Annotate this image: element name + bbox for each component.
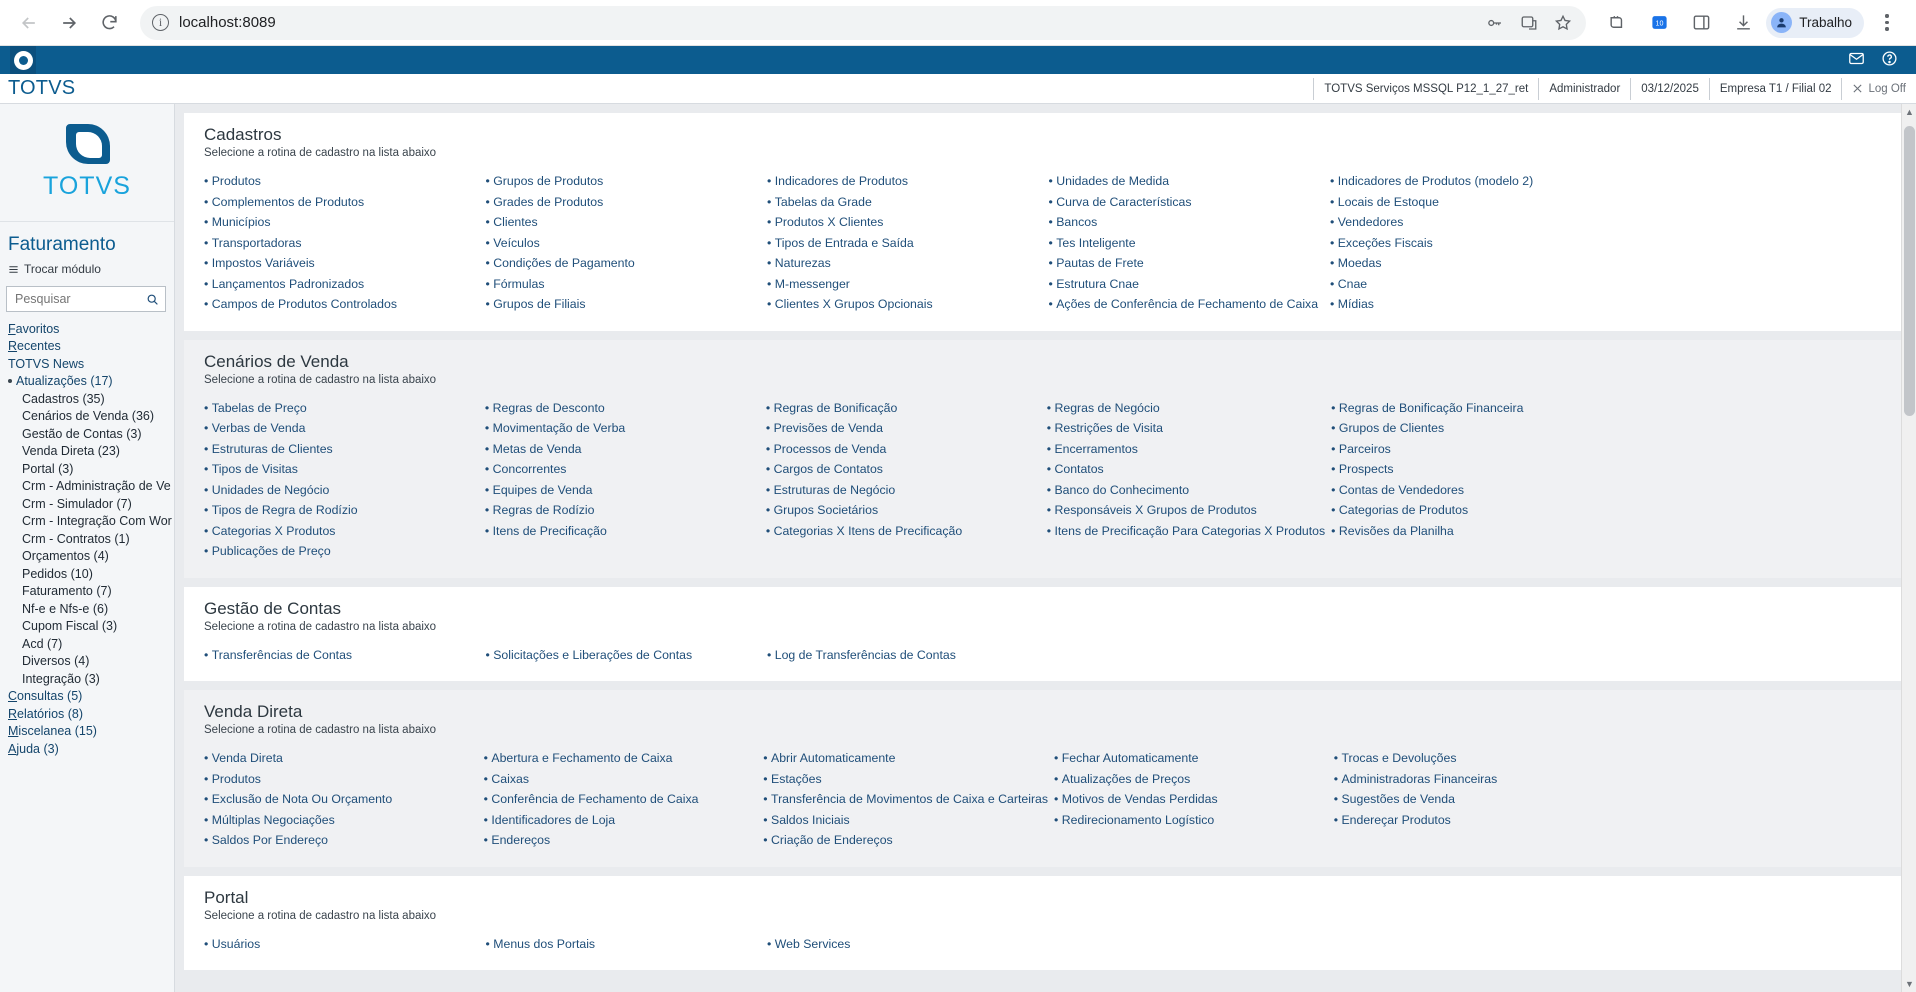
profile-chip[interactable]	[1766, 8, 1864, 38]
routine-link[interactable]: • Responsáveis X Grupos de Produtos	[1047, 500, 1325, 521]
routine-link[interactable]: • Concorrentes	[485, 459, 760, 480]
section-title: Cenários de Venda	[204, 351, 349, 371]
svg-text:10: 10	[1655, 19, 1664, 28]
help-icon[interactable]	[1881, 50, 1898, 71]
routine-link[interactable]: • Produtos X Clientes	[767, 212, 1043, 233]
routine-link[interactable]: • Previsões de Venda	[766, 418, 1041, 439]
routine-link[interactable]: • Redirecionamento Logístico	[1054, 810, 1328, 831]
section-panel	[184, 690, 1907, 867]
routine-link[interactable]: • Tipos de Visitas	[204, 459, 479, 480]
sidebar-item-crm-simulador[interactable]: Crm - Simulador (7)	[22, 496, 132, 511]
sidebar-item-faturamento[interactable]: Faturamento (7)	[22, 584, 112, 598]
routine-link[interactable]: • Endereçar Produtos	[1334, 810, 1608, 831]
section-panel	[184, 876, 1907, 971]
routine-link[interactable]: • Clientes X Grupos Opcionais	[767, 294, 1043, 315]
routine-link[interactable]: • Grupos de Clientes	[1331, 418, 1606, 439]
section-columns	[204, 171, 1887, 315]
section-hint: Selecione a rotina de cadastro na lista abaixo	[204, 724, 437, 736]
section-columns	[204, 645, 1887, 666]
routine-link[interactable]: • Indicadores de Produtos (modelo 2)	[1330, 171, 1606, 192]
routine-link[interactable]: • Cargos de Contatos	[766, 459, 1041, 480]
routine-link[interactable]: • Revisões da Planilha	[1331, 521, 1606, 542]
routine-link[interactable]: • Encerramentos	[1047, 439, 1325, 460]
routine-link[interactable]: • Contatos	[1047, 459, 1325, 480]
routine-link[interactable]: • Clientes	[486, 212, 762, 233]
session-user: Administrador	[1538, 78, 1630, 100]
sidebar-item-consultas[interactable]: Consultas (5)	[8, 689, 83, 703]
routine-column	[204, 748, 478, 851]
routine-column	[1054, 748, 1328, 851]
sidebar-item-portal[interactable]: Portal (3)	[22, 461, 74, 476]
section-panel	[184, 587, 1907, 682]
scroll-down-icon[interactable]: ▼	[1905, 979, 1914, 989]
column-spacer	[1612, 645, 1888, 666]
routine-link[interactable]: • Publicações de Preço	[204, 541, 479, 562]
sidebar-item-orcamentos[interactable]: Orçamentos (4)	[22, 549, 109, 563]
section-hint: Selecione a rotina de cadastro na lista abaixo	[204, 909, 437, 922]
section-columns	[204, 398, 1887, 562]
routine-column	[204, 645, 480, 666]
routine-link[interactable]: • Abrir Automaticamente	[763, 748, 1048, 769]
routine-column	[1334, 748, 1608, 851]
routine-column	[1049, 934, 1325, 955]
profile-label: Trabalho	[1799, 15, 1852, 30]
routine-link[interactable]: • Impostos Variáveis	[204, 253, 480, 274]
expanded-dot-icon	[8, 379, 12, 383]
routine-link[interactable]: • Mídias	[1330, 294, 1606, 315]
sidebar-item-ajuda[interactable]: Ajuda (3)	[8, 741, 59, 756]
routine-link[interactable]: • Produtos	[204, 769, 478, 790]
sidebar-menu	[0, 320, 174, 768]
routine-link[interactable]: • Tabelas de Preço	[204, 398, 479, 419]
scrollbar-thumb[interactable]	[1904, 126, 1915, 416]
routine-link[interactable]: • Categorias X Produtos	[204, 521, 479, 542]
sidebar-item-gestao-de-contas[interactable]: Gestão de Contas (3)	[22, 426, 142, 441]
sidebar-item-relatorios[interactable]: Relatórios (8)	[8, 706, 84, 721]
avatar	[1771, 12, 1792, 33]
brand-title: TOTVS	[8, 77, 76, 99]
split-screen-icon[interactable]	[1684, 6, 1718, 40]
routine-link[interactable]: • Produtos	[204, 171, 480, 192]
routine-link[interactable]: • Saldos Por Endereço	[204, 830, 478, 851]
routine-link[interactable]: • Tipos de Entrada e Saída	[767, 233, 1043, 254]
extensions-icon[interactable]	[1600, 6, 1634, 40]
routine-link[interactable]: • Regras de Desconto	[485, 398, 760, 419]
routine-link[interactable]: • Regras de Bonificação Financeira	[1331, 398, 1606, 419]
routine-link[interactable]: • Banco do Conhecimento	[1047, 480, 1325, 501]
routine-link[interactable]: • Motivos de Vendas Perdidas	[1054, 789, 1328, 810]
routine-link[interactable]: • Transferências de Contas	[204, 645, 480, 666]
routine-link[interactable]: • Locais de Estoque	[1330, 192, 1606, 213]
routine-link[interactable]: • Atualizações de Preços	[1054, 769, 1328, 790]
routine-link[interactable]: • Usuários	[204, 934, 480, 955]
routine-link[interactable]: • Estruturas de Negócio	[766, 480, 1041, 501]
routine-link[interactable]: • Exceções Fiscais	[1330, 233, 1606, 254]
sidebar-item-venda-direta[interactable]: Venda Direta (23)	[22, 444, 120, 458]
routine-link[interactable]: • Estações	[763, 769, 1048, 790]
routine-link[interactable]: • Grupos Societários	[766, 500, 1041, 521]
vertical-scrollbar[interactable]	[1901, 104, 1916, 992]
section-title: Portal	[204, 887, 249, 907]
sidebar-item-crm-administracao[interactable]: Crm - Administração de Ve	[22, 479, 171, 493]
star-icon[interactable]	[1552, 12, 1574, 34]
sidebar-search[interactable]	[6, 286, 166, 312]
sidebar-item-integracao[interactable]: Integração (3)	[22, 671, 100, 686]
routine-link[interactable]: • Condições de Pagamento	[486, 253, 762, 274]
sidebar-item-cadastros[interactable]: Cadastros (35)	[22, 391, 105, 406]
routine-link[interactable]: • Municípios	[204, 212, 480, 233]
address-bar[interactable]	[140, 6, 1586, 40]
sidebar-item-pedidos[interactable]: Pedidos (10)	[22, 566, 93, 581]
search-icon	[146, 293, 159, 306]
routine-column	[204, 934, 480, 955]
main-content	[175, 104, 1916, 992]
routine-column	[1330, 171, 1606, 315]
routine-link[interactable]: • Regras de Negócio	[1047, 398, 1325, 419]
column-spacer	[1612, 398, 1887, 562]
hamburger-icon	[8, 264, 19, 275]
sidebar-logo	[0, 104, 174, 222]
column-spacer	[1612, 934, 1888, 955]
routine-link[interactable]: • Administradoras Financeiras	[1334, 769, 1608, 790]
routine-link[interactable]: • Transportadoras	[204, 233, 480, 254]
routine-link[interactable]: • Web Services	[767, 934, 1043, 955]
routine-link[interactable]: • Abertura e Fechamento de Caixa	[484, 748, 758, 769]
routine-link[interactable]: • M-messenger	[767, 274, 1043, 295]
routine-column	[486, 934, 762, 955]
section-title: Venda Direta	[204, 702, 303, 721]
routine-link[interactable]: • Indicadores de Produtos	[767, 171, 1043, 192]
section-hint: Selecione a rotina de cadastro na lista abaixo	[204, 147, 437, 159]
totvs-logo-icon	[14, 51, 33, 70]
sidebar-item-acd[interactable]: Acd (7)	[22, 636, 63, 651]
address-bar-url: localhost:8089	[179, 14, 276, 31]
section-hint: Selecione a rotina de cadastro na lista abaixo	[204, 373, 437, 386]
routine-link[interactable]: • Venda Direta	[204, 748, 478, 769]
browser-menu-button[interactable]	[1870, 6, 1904, 40]
routine-link[interactable]: • Solicitações e Liberações de Contas	[486, 645, 762, 666]
password-key-icon[interactable]	[1484, 12, 1506, 34]
routine-link[interactable]: • Grupos de Filiais	[486, 294, 762, 315]
routine-link[interactable]: • Grupos de Produtos	[486, 171, 762, 192]
routine-link[interactable]: • Tipos de Regra de Rodízio	[204, 500, 479, 521]
switch-module-button[interactable]	[0, 260, 174, 286]
browser-toolbar	[0, 0, 1916, 46]
sidebar-item-favoritos[interactable]: Favoritos	[8, 321, 60, 336]
routine-column	[485, 398, 760, 562]
routine-column	[1049, 645, 1325, 666]
back-button[interactable]	[12, 6, 46, 40]
routine-link[interactable]: • Categorias de Produtos	[1331, 500, 1606, 521]
routine-link[interactable]: • Fechar Automaticamente	[1054, 748, 1328, 769]
routine-link[interactable]: • Log de Transferências de Contas	[767, 645, 1043, 666]
column-spacer	[1613, 748, 1887, 851]
logoff-button[interactable]	[1841, 78, 1916, 100]
sidebar-item-label: Atualizações (17)	[16, 374, 113, 388]
section-panel	[184, 113, 1907, 331]
routine-column	[767, 171, 1043, 315]
routine-link[interactable]: • Itens de Precificação Para Categorias X Produtos	[1047, 521, 1325, 542]
sidebar-item-atualizacoes[interactable]	[8, 373, 174, 391]
routine-link[interactable]: • Grades de Produtos	[486, 192, 762, 213]
routine-link[interactable]: • Identificadores de Loja	[484, 810, 758, 831]
sidebar-item-cupom-fiscal[interactable]: Cupom Fiscal (3)	[22, 619, 118, 633]
routine-column	[486, 645, 762, 666]
routine-link[interactable]: • Estruturas de Clientes	[204, 439, 479, 460]
routine-column	[204, 398, 479, 562]
forward-button[interactable]	[52, 6, 86, 40]
routine-link[interactable]: • Veículos	[486, 233, 762, 254]
routine-link[interactable]: • Pautas de Frete	[1049, 253, 1325, 274]
routine-link[interactable]: • Regras de Rodízio	[485, 500, 760, 521]
routine-link[interactable]: • Sugestões de Venda	[1334, 789, 1608, 810]
section-hint: Selecione a rotina de cadastro na lista abaixo	[204, 620, 437, 633]
section-title: Cadastros	[204, 125, 282, 144]
section-panel	[184, 340, 1907, 578]
routine-link[interactable]: • Naturezas	[767, 253, 1043, 274]
routine-column	[763, 748, 1048, 851]
routine-link[interactable]: • Estrutura Cnae	[1049, 274, 1325, 295]
routine-link[interactable]: • Exclusão de Nota Ou Orçamento	[204, 789, 478, 810]
session-server: TOTVS Serviços MSSQL P12_1_27_ret	[1313, 78, 1538, 100]
sections-container	[184, 113, 1907, 992]
routine-link[interactable]: • Campos de Produtos Controlados	[204, 294, 480, 315]
session-date: 03/12/2025	[1630, 78, 1709, 100]
routine-link[interactable]: • Prospects	[1331, 459, 1606, 480]
search-input[interactable]	[13, 291, 146, 307]
section-title: Gestão de Contas	[204, 598, 342, 618]
sidebar-item-miscelanea[interactable]: Miscelanea (15)	[8, 724, 97, 738]
routine-link[interactable]: • Categorias X Itens de Precificação	[766, 521, 1041, 542]
sidebar-item-totvs-news[interactable]: TOTVS News	[8, 356, 85, 371]
routine-link[interactable]: • Tabelas da Grade	[767, 192, 1043, 213]
routine-link[interactable]: • Restrições de Visita	[1047, 418, 1325, 439]
routine-column	[766, 398, 1041, 562]
routine-column	[1047, 398, 1325, 562]
site-info-icon[interactable]: i	[152, 14, 169, 31]
routine-link[interactable]: • Unidades de Medida	[1049, 171, 1325, 192]
sidebar-logo-word: TOTVS	[43, 172, 131, 200]
routine-column	[1049, 171, 1325, 315]
routine-link[interactable]: • Movimentação de Verba	[485, 418, 760, 439]
routine-link[interactable]: • Ações de Conferência de Fechamento de Caixa	[1049, 294, 1325, 315]
sidebar-item-cenarios-de-venda[interactable]: Cenários de Venda (36)	[22, 409, 155, 423]
totvs-mark-button[interactable]	[10, 46, 36, 74]
kebab-menu-icon	[1885, 14, 1888, 30]
routine-column	[1331, 398, 1606, 562]
download-icon[interactable]	[1726, 6, 1760, 40]
reload-button[interactable]	[92, 6, 126, 40]
install-app-icon[interactable]	[1518, 12, 1540, 34]
sidebar-item-recentes[interactable]: Recentes	[8, 339, 61, 353]
routine-link[interactable]: • Curva de Características	[1049, 192, 1325, 213]
routine-link[interactable]: • Metas de Venda	[485, 439, 760, 460]
app-body	[0, 104, 1916, 992]
totvs-logo-icon	[60, 124, 115, 170]
routine-link[interactable]: • Fórmulas	[486, 274, 762, 295]
routine-column	[1330, 934, 1606, 955]
routine-column	[204, 171, 480, 315]
routine-column	[767, 934, 1043, 955]
switch-module-label: Trocar módulo	[24, 262, 101, 276]
totvs-top-bar	[0, 46, 1916, 74]
routine-column	[767, 645, 1043, 666]
routine-link[interactable]: • Múltiplas Negociações	[204, 810, 478, 831]
routine-link[interactable]: • Saldos Iniciais	[763, 810, 1048, 831]
routine-link[interactable]: • Transferência de Movimentos de Caixa e Carteiras	[763, 789, 1048, 810]
routine-link[interactable]: • Menus dos Portais	[486, 934, 762, 955]
routine-link[interactable]: • Trocas e Devoluções	[1334, 748, 1608, 769]
routine-link[interactable]: • Itens de Precificação	[485, 521, 760, 542]
sidebar-item-diversos[interactable]: Diversos (4)	[22, 654, 90, 668]
routine-link[interactable]: • Bancos	[1049, 212, 1325, 233]
column-spacer	[1612, 171, 1888, 315]
routine-link[interactable]: • Unidades de Negócio	[204, 480, 479, 501]
routine-column	[486, 171, 762, 315]
routine-link[interactable]: • Endereços	[484, 830, 758, 851]
routine-link[interactable]: • Conferência de Fechamento de Caixa	[484, 789, 758, 810]
session-info	[1313, 78, 1916, 100]
routine-link[interactable]: • Tes Inteligente	[1049, 233, 1325, 254]
routine-link[interactable]: • Verbas de Venda	[204, 418, 479, 439]
routine-link[interactable]: • Lançamentos Padronizados	[204, 274, 480, 295]
routine-link[interactable]: • Criação de Endereços	[763, 830, 1048, 851]
routine-link[interactable]: • Processos de Venda	[766, 439, 1041, 460]
routine-column	[1330, 645, 1606, 666]
tab-group-icon[interactable]	[1642, 6, 1676, 40]
sidebar	[0, 104, 175, 992]
routine-link[interactable]: • Contas de Vendedores	[1331, 480, 1606, 501]
routine-link[interactable]: • Moedas	[1330, 253, 1606, 274]
section-columns	[204, 748, 1887, 851]
routine-link[interactable]: • Vendedores	[1330, 212, 1606, 233]
scroll-up-icon[interactable]: ▲	[1905, 107, 1914, 117]
mail-icon[interactable]	[1848, 50, 1865, 71]
routine-link[interactable]: • Complementos de Produtos	[204, 192, 480, 213]
close-icon	[1852, 83, 1863, 94]
routine-column	[484, 748, 758, 851]
sidebar-item-nfe[interactable]: Nf-e e Nfs-e (6)	[22, 601, 109, 616]
module-title: Faturamento	[8, 234, 116, 255]
section-columns	[204, 934, 1887, 955]
logoff-label: Log Off	[1868, 82, 1906, 95]
routine-link[interactable]: • Parceiros	[1331, 439, 1606, 460]
routine-link[interactable]: • Caixas	[484, 769, 758, 790]
sidebar-item-crm-integracao[interactable]: Crm - Integração Com Wor	[22, 514, 172, 528]
routine-link[interactable]: • Regras de Bonificação	[766, 398, 1041, 419]
routine-link[interactable]: • Cnae	[1330, 274, 1606, 295]
session-company: Empresa T1 / Filial 02	[1709, 78, 1842, 100]
totvs-header	[0, 74, 1916, 104]
sidebar-item-crm-contratos[interactable]: Crm - Contratos (1)	[22, 531, 130, 546]
routine-link[interactable]: • Equipes de Venda	[485, 480, 760, 501]
